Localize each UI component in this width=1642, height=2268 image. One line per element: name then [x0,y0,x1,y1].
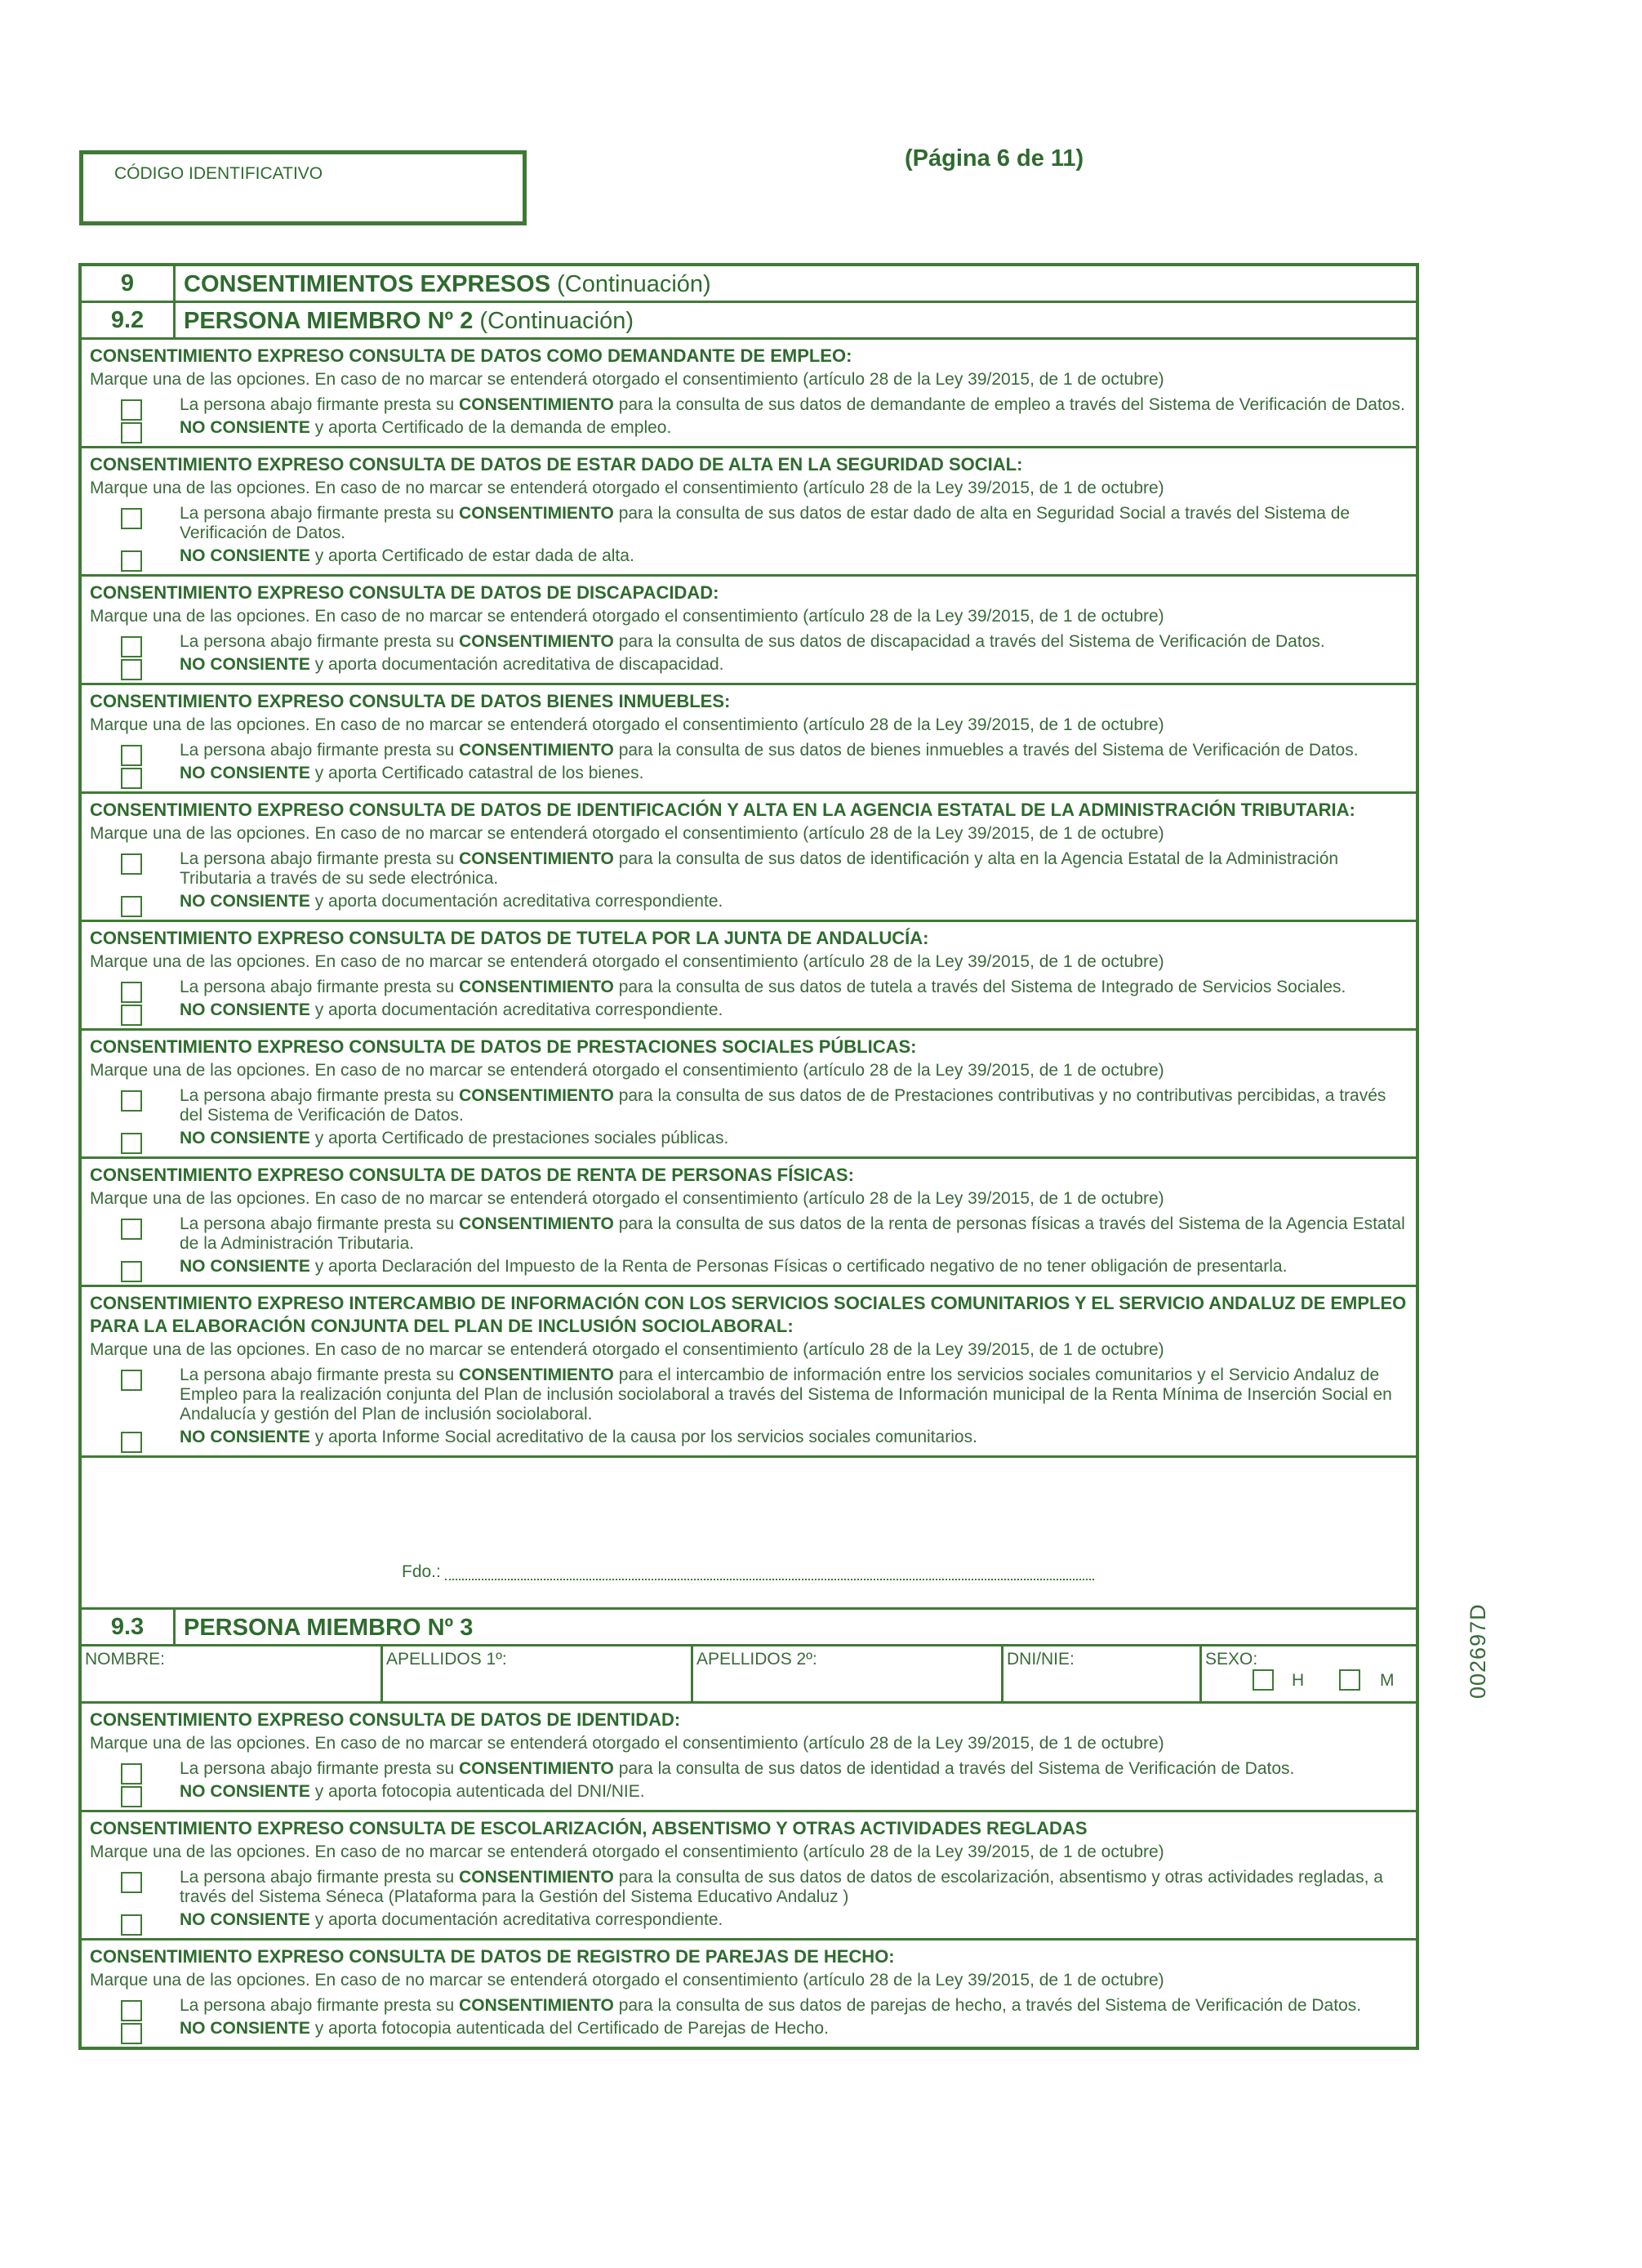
consent-note: Marque una de las opciones. En caso de no marcar se entenderá otorgado el consentimiento (artículo 28 de la Ley 39/2015, de 1 de octubre) [90,824,1164,843]
consent-note: Marque una de las opciones. En caso de no marcar se entenderá otorgado el consentimiento (artículo 28 de la Ley 39/2015, de 1 de octubre) [90,607,1164,626]
consent-no-option: NO CONSIENTE y aporta Certificado de la demanda de empleo. [82,418,1416,438]
code-box[interactable] [79,150,527,225]
signature-line[interactable] [445,1579,1094,1580]
consent-yes-text: para la consulta de sus datos de discapacidad a través del Sistema de Verificación de Datos. [618,632,1325,651]
consent-title: CONSENTIMIENTO EXPRESO CONSULTA DE DATOS DE ESTAR DADO DE ALTA EN LA SEGURIDAD SOCIAL: [90,454,1023,475]
consent-block [82,340,1416,448]
consent-no-text: y aporta documentación acreditativa de discapacidad. [314,655,724,674]
section-9-2-header [82,303,1416,340]
nombre-field[interactable]: NOMBRE: [82,1646,383,1701]
consent-yes-option: La persona abajo firmante presta su CONSENTIMIENTO para la consulta de sus datos de discapacidad a través del Sistema de Verificación de Datos. [82,632,1416,652]
apellido2-field[interactable]: APELLIDOS 2º: [693,1646,1003,1701]
consent-no-checkbox[interactable] [121,1432,142,1453]
consent-yes-option: La persona abajo firmante presta su CONSENTIMIENTO para la consulta de sus datos de identificación y alta en la Agencia Estatal de la Administración Tributaria a través de su sede electrónica. [82,849,1416,889]
section-title: PERSONA MIEMBRO Nº 2 (Continuación) [184,308,634,334]
consent-yes-text: para la consulta de sus datos de datos de escolarización, absentismo y otras actividades regladas, a través del Sistema Séneca (Plataforma para la Gestión del Sistema Educativo Andaluz ) [180,1868,1383,1906]
member-2-consents [82,340,1416,1458]
consent-block [82,685,1416,794]
consent-no-text: y aporta Declaración del Impuesto de la Renta de Personas Físicas o certificado negativo de no tener obligación de presentarla. [314,1257,1288,1276]
consent-yes-text: para la consulta de sus datos de identidad a través del Sistema de Verificación de Datos. [618,1759,1295,1778]
consent-note: Marque una de las opciones. En caso de no marcar se entenderá otorgado el consentimiento (artículo 28 de la Ley 39/2015, de 1 de octubre) [90,1340,1164,1359]
consent-note: Marque una de las opciones. En caso de no marcar se entenderá otorgado el consentimiento (artículo 28 de la Ley 39/2015, de 1 de octubre) [90,479,1164,497]
consent-no-option: NO CONSIENTE y aporta fotocopia autenticada del Certificado de Parejas de Hecho. [82,2019,1416,2039]
consent-no-option: NO CONSIENTE y aporta Certificado catastral de los bienes. [82,764,1416,783]
consent-yes-option: La persona abajo firmante presta su CONSENTIMIENTO para la consulta de sus datos de demandante de empleo a través del Sistema de Verificación de Datos. [82,395,1416,415]
consent-no-checkbox[interactable] [121,1786,142,1807]
consent-yes-option: La persona abajo firmante presta su CONSENTIMIENTO para la consulta de sus datos de identidad a través del Sistema de Verificación de Datos. [82,1759,1416,1779]
consent-note: Marque una de las opciones. En caso de no marcar se entenderá otorgado el consentimiento (artículo 28 de la Ley 39/2015, de 1 de octubre) [90,1971,1164,1990]
consent-yes-text: para la consulta de sus datos de bienes inmuebles a través del Sistema de Verificación de Datos. [618,741,1359,760]
consent-no-text: y aporta Informe Social acreditativo de la causa por los servicios sociales comunitarios. [314,1428,977,1446]
consent-title: CONSENTIMIENTO EXPRESO CONSULTA DE DATOS BIENES INMUEBLES: [90,691,731,711]
consent-no-option: NO CONSIENTE y aporta fotocopia autenticada del DNI/NIE. [82,1782,1416,1802]
section-title: CONSENTIMIENTOS EXPRESOS (Continuación) [184,271,711,297]
sex-h-checkbox[interactable] [1253,1669,1274,1691]
consent-block [82,1940,1416,2047]
consent-yes-text: para la consulta de sus datos de de Prestaciones contributivas y no contributivas percibidas, a través del Sistema de Verificación de Datos. [180,1086,1386,1125]
consent-note: Marque una de las opciones. En caso de no marcar se entenderá otorgado el consentimiento (artículo 28 de la Ley 39/2015, de 1 de octubre) [90,1061,1164,1080]
consent-no-text: y aporta Certificado de estar dada de alta. [314,546,634,565]
consent-no-option: NO CONSIENTE y aporta documentación acreditativa de discapacidad. [82,655,1416,675]
consent-yes-text: para el intercambio de información entre los servicios sociales comunitarios y el Servicio Andaluz de Empleo para la realización conjunta del Plan de inclusión sociolaboral a través del Sistema de Información municipal de la Renta Mínima de Inserción Social en Andalucía y gestión del Plan de inclusión sociolaboral. [180,1366,1392,1424]
consent-no-checkbox[interactable] [121,1914,142,1936]
consent-no-text: y aporta fotocopia autenticada del DNI/NIE. [314,1782,645,1801]
section-9-3-header [82,1610,1416,1646]
section-number: 9.3 [82,1610,176,1644]
sex-m-checkbox[interactable] [1339,1669,1360,1691]
consent-title: CONSENTIMIENTO EXPRESO CONSULTA DE DATOS DE DISCAPACIDAD: [90,582,719,603]
consent-title: CONSENTIMIENTO EXPRESO INTERCAMBIO DE INFORMACIÓN CON LOS SERVICIOS SOCIALES COMUNITARIOS Y EL SERVICIO ANDALUZ DE EMPLEO PARA LA ELABORACIÓN CONJUNTA DEL PLAN DE INCLUSIÓN SOCIOLABORAL: [90,1293,1407,1336]
consent-form [78,263,1419,2050]
apellido1-field[interactable]: APELLIDOS 1º: [383,1646,693,1701]
consent-yes-option: La persona abajo firmante presta su CONSENTIMIENTO para la consulta de sus datos de parejas de hecho, a través del Sistema de Verificación de Datos. [82,1996,1416,2016]
consent-yes-text: para la consulta de sus datos de parejas de hecho, a través del Sistema de Verificación de Datos. [618,1996,1362,2015]
consent-no-option: NO CONSIENTE y aporta documentación acreditativa correspondiente. [82,1910,1416,1930]
consent-title: CONSENTIMIENTO EXPRESO CONSULTA DE DATOS DE RENTA DE PERSONAS FÍSICAS: [90,1165,854,1185]
consent-no-text: y aporta Certificado de la demanda de empleo. [314,418,672,437]
consent-no-option: NO CONSIENTE y aporta Certificado de estar dada de alta. [82,546,1416,566]
consent-yes-option: La persona abajo firmante presta su CONSENTIMIENTO para la consulta de sus datos de estar dado de alta en Seguridad Social a través del Sistema de Verificación de Datos. [82,504,1416,543]
consent-no-text: y aporta documentación acreditativa correspondiente. [314,892,723,911]
consent-yes-checkbox[interactable] [121,1219,142,1240]
consent-yes-text: para la consulta de sus datos de la renta de personas físicas a través del Sistema de la Agencia Estatal de la Administración Tributaria. [180,1214,1405,1253]
section-9-header [82,266,1416,303]
consent-title: CONSENTIMIENTO EXPRESO CONSULTA DE DATOS DE TUTELA POR LA JUNTA DE ANDALUCÍA: [90,928,929,948]
consent-block [82,1159,1416,1287]
consent-no-checkbox[interactable] [121,550,142,572]
consent-no-checkbox[interactable] [121,896,142,917]
consent-note: Marque una de las opciones. En caso de no marcar se entenderá otorgado el consentimiento (artículo 28 de la Ley 39/2015, de 1 de octubre) [90,715,1164,734]
consent-block [82,922,1416,1031]
consent-no-text: y aporta documentación acreditativa correspondiente. [314,1910,723,1929]
code-label: CÓDIGO IDENTIFICATIVO [114,164,323,183]
consent-no-checkbox[interactable] [121,1261,142,1282]
consent-yes-option: La persona abajo firmante presta su CONSENTIMIENTO para la consulta de sus datos de datos de escolarización, absentismo y otras actividades regladas, a través del Sistema Séneca (Plataforma para la Gestión del Sistema Educativo Andaluz ) [82,1868,1416,1907]
person-fields [82,1646,1416,1704]
consent-title: CONSENTIMIENTO EXPRESO CONSULTA DE DATOS DE REGISTRO DE PAREJAS DE HECHO: [90,1946,895,1967]
consent-yes-text: para la consulta de sus datos de tutela a través del Sistema de Integrado de Servicios Sociales. [618,978,1346,996]
section-number: 9 [82,266,176,301]
consent-no-text: y aporta Certificado de prestaciones sociales públicas. [314,1129,729,1147]
signature-label: Fdo.: [402,1562,441,1581]
consent-block [82,1287,1416,1458]
consent-no-option: NO CONSIENTE y aporta documentación acreditativa correspondiente. [82,1000,1416,1020]
consent-no-option: NO CONSIENTE y aporta Informe Social acreditativo de la causa por los servicios sociales comunitarios. [82,1428,1416,1447]
consent-no-checkbox[interactable] [121,1133,142,1154]
consent-yes-checkbox[interactable] [121,508,142,529]
consent-no-option: NO CONSIENTE y aporta Declaración del Impuesto de la Renta de Personas Físicas o certificado negativo de no tener obligación de presentarla. [82,1257,1416,1277]
consent-title: CONSENTIMIENTO EXPRESO CONSULTA DE ESCOLARIZACIÓN, ABSENTISMO Y OTRAS ACTIVIDADES REGLADAS [90,1818,1088,1838]
sex-h-label: H [1292,1671,1305,1690]
consent-yes-text: para la consulta de sus datos de demandante de empleo a través del Sistema de Verificación de Datos. [618,395,1405,414]
consent-no-checkbox[interactable] [121,659,142,680]
signature-area [82,1458,1416,1610]
consent-block [82,794,1416,922]
consent-block [82,1031,1416,1159]
consent-no-checkbox[interactable] [121,768,142,789]
sex-m-label: M [1380,1671,1395,1690]
consent-title: CONSENTIMIENTO EXPRESO CONSULTA DE DATOS COMO DEMANDANTE DE EMPLEO: [90,345,852,366]
consent-title: CONSENTIMIENTO EXPRESO CONSULTA DE DATOS DE IDENTIDAD: [90,1709,681,1730]
consent-title: CONSENTIMIENTO EXPRESO CONSULTA DE DATOS DE PRESTACIONES SOCIALES PÚBLICAS: [90,1036,917,1057]
consent-note: Marque una de las opciones. En caso de no marcar se entenderá otorgado el consentimiento (artículo 28 de la Ley 39/2015, de 1 de octubre) [90,1842,1164,1861]
consent-note: Marque una de las opciones. En caso de no marcar se entenderá otorgado el consentimiento (artículo 28 de la Ley 39/2015, de 1 de octubre) [90,370,1164,389]
page-number: (Página 6 de 11) [905,145,1084,172]
consent-no-option: NO CONSIENTE y aporta Certificado de prestaciones sociales públicas. [82,1129,1416,1148]
consent-note: Marque una de las opciones. En caso de no marcar se entenderá otorgado el consentimiento (artículo 28 de la Ley 39/2015, de 1 de octubre) [90,1734,1164,1753]
consent-yes-text: para la consulta de sus datos de identificación y alta en la Agencia Estatal de la Administración Tributaria a través de su sede electrónica. [180,849,1339,888]
consent-yes-option: La persona abajo firmante presta su CONSENTIMIENTO para el intercambio de información entre los servicios sociales comunitarios y el Servicio Andaluz de Empleo para la realización conjunta del Plan de inclusión sociolaboral a través del Sistema de Información municipal de la Renta Mínima de Inserción Social en Andalucía y gestión del Plan de inclusión sociolaboral. [82,1366,1416,1424]
sexo-field: SEXO: H M [1205,1650,1395,1690]
consent-no-text: y aporta fotocopia autenticada del Certificado de Parejas de Hecho. [314,2019,829,2038]
consent-yes-checkbox[interactable] [121,1090,142,1112]
consent-no-checkbox[interactable] [121,422,142,443]
section-title: PERSONA MIEMBRO Nº 3 [184,1615,474,1641]
consent-yes-option: La persona abajo firmante presta su CONSENTIMIENTO para la consulta de sus datos de de Prestaciones contributivas y no contributivas percibidas, a través del Sistema de Verificación de Datos. [82,1086,1416,1125]
consent-no-checkbox[interactable] [121,2023,142,2044]
consent-title: CONSENTIMIENTO EXPRESO CONSULTA DE DATOS DE IDENTIFICACIÓN Y ALTA EN LA AGENCIA ESTATAL DE LA ADMINISTRACIÓN TRIBUTARIA: [90,800,1355,820]
consent-note: Marque una de las opciones. En caso de no marcar se entenderá otorgado el consentimiento (artículo 28 de la Ley 39/2015, de 1 de octubre) [90,952,1164,971]
dni-field[interactable]: DNI/NIE: [1003,1646,1202,1701]
consent-no-text: y aporta Certificado catastral de los bienes. [314,764,644,782]
consent-block [82,1704,1416,1812]
consent-yes-checkbox[interactable] [121,1370,142,1391]
consent-no-text: y aporta documentación acreditativa correspondiente. [314,1000,723,1019]
consent-block [82,577,1416,685]
consent-yes-checkbox[interactable] [121,1872,142,1893]
consent-no-checkbox[interactable] [121,1005,142,1026]
consent-yes-text: para la consulta de sus datos de estar dado de alta en Seguridad Social a través del Sistema de Verificación de Datos. [180,504,1351,542]
consent-block [82,1812,1416,1940]
consent-note: Marque una de las opciones. En caso de no marcar se entenderá otorgado el consentimiento (artículo 28 de la Ley 39/2015, de 1 de octubre) [90,1189,1164,1208]
consent-yes-option: La persona abajo firmante presta su CONSENTIMIENTO para la consulta de sus datos de tutela a través del Sistema de Integrado de Servicios Sociales. [82,978,1416,997]
form-code: 002697D [1466,1603,1490,1699]
member-3-consents [82,1704,1416,2047]
section-number: 9.2 [82,303,176,337]
consent-yes-option: La persona abajo firmante presta su CONSENTIMIENTO para la consulta de sus datos de bienes inmuebles a través del Sistema de Verificación de Datos. [82,741,1416,760]
consent-block [82,448,1416,577]
consent-yes-option: La persona abajo firmante presta su CONSENTIMIENTO para la consulta de sus datos de la renta de personas físicas a través del Sistema de la Agencia Estatal de la Administración Tributaria. [82,1214,1416,1254]
consent-no-option: NO CONSIENTE y aporta documentación acreditativa correspondiente. [82,892,1416,911]
consent-yes-checkbox[interactable] [121,853,142,875]
